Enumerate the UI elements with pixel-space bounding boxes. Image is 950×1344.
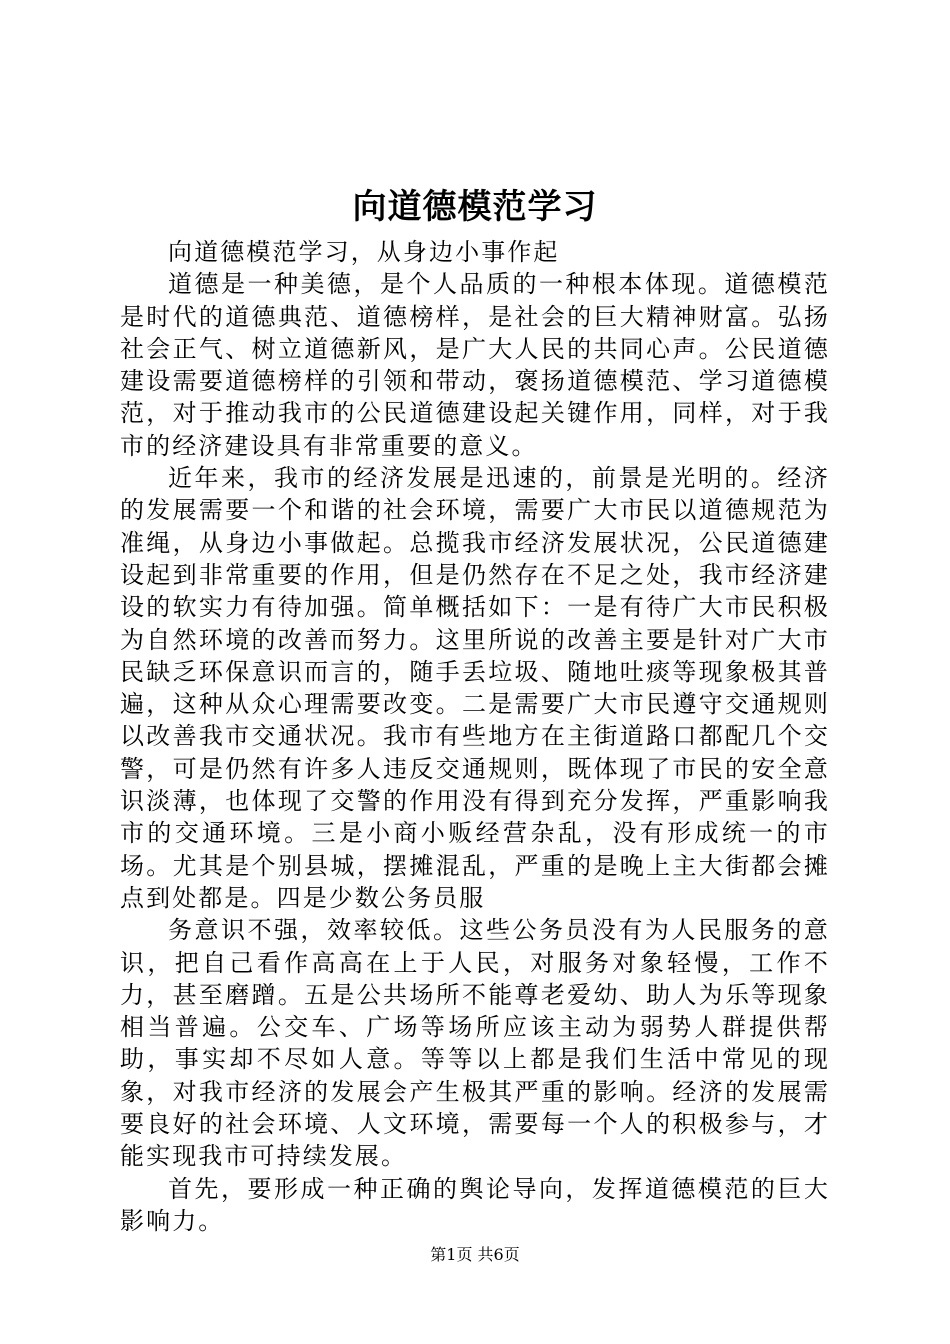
paragraph-4: 首先，要形成一种正确的舆论导向，发挥道德模范的巨大影响力。	[120, 1174, 830, 1235]
page-footer: 第1页 共6页	[430, 1245, 520, 1264]
document-title: 向道德模范学习	[352, 187, 598, 227]
paragraph-subtitle: 向道德模范学习，从身边小事作起	[168, 238, 560, 266]
paragraph-1: 道德是一种美德，是个人品质的一种根本体现。道德模范是时代的道德典范、道德榜样，是社会的巨大精神财富。弘扬社会正气、树立道德新风，是广大人民的共同心声。公民道德建设需要道德榜样的引领和带动，褒扬道德模范、学习道德模范，对于推动我市的公民道德建设起关键作用，同样，对于我市的经济建设具有非常重要的意义。	[120, 270, 830, 460]
paragraph-2: 近年来，我市的经济发展是迅速的，前景是光明的。经济的发展需要一个和谐的社会环境，需要广大市民以道德规范为准绳，从身边小事做起。总揽我市经济发展状况，公民道德建设起到非常重要的作用，但是仍然存在不足之处，我市经济建设的软实力有待加强。简单概括如下：一是有待广大市民积极为自然环境的改善而努力。这里所说的改善主要是针对广大市民缺乏环保意识而言的，随手丢垃圾、随地吐痰等现象极其普遍，这种从众心理需要改变。二是需要广大市民遵守交通规则以改善我市交通状况。我市有些地方在主街道路口都配几个交警，可是仍然有许多人违反交通规则，既体现了市民的安全意识淡薄，也体现了交警的作用没有得到充分发挥，严重影响我市的交通环境。三是小商小贩经营杂乱，没有形成统一的市场。尤其是个别县城，摆摊混乱，严重的是晚上主大街都会摊点到处都是。四是少数公务员服	[120, 464, 830, 912]
paragraph-3: 务意识不强，效率较低。这些公务员没有为人民服务的意识，把自己看作高高在上于人民，对服务对象轻慢，工作不力，甚至磨蹭。五是公共场所不能尊老爱幼、助人为乐等现象相当普遍。公交车、广场等场所应该主动为弱势人群提供帮助，事实却不尽如人意。等等以上都是我们生活中常见的现象，对我市经济的发展会产生极其严重的影响。经济的发展需要良好的社会环境、人文环境，需要每一个人的积极参与，才能实现我市可持续发展。	[120, 916, 830, 1171]
document-body	[120, 236, 830, 1237]
